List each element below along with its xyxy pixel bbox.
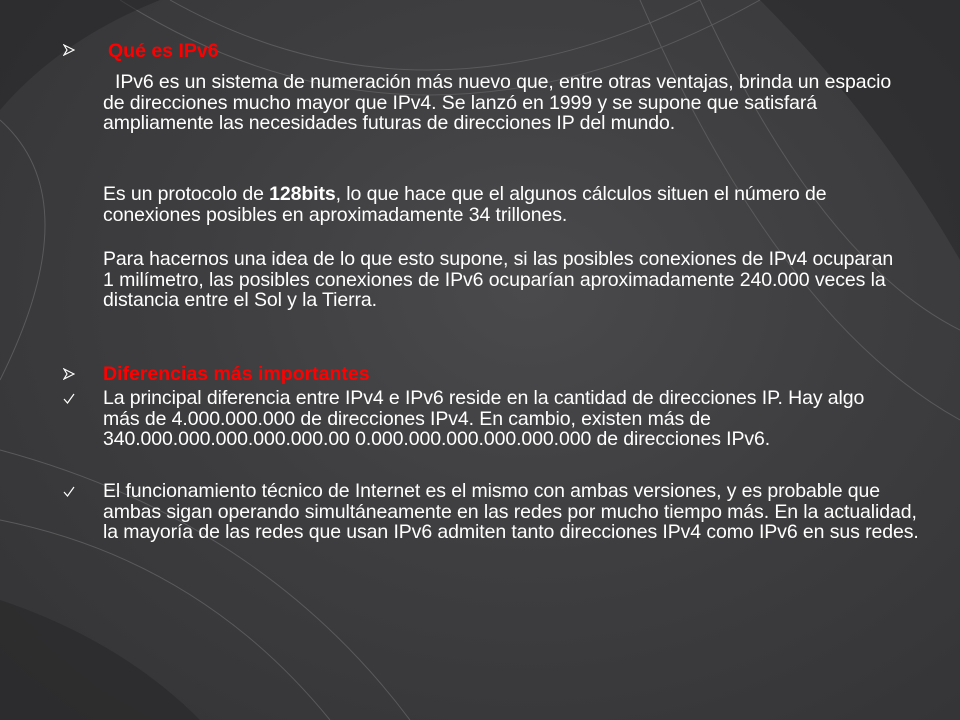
checkmark-icon: [63, 393, 75, 405]
paragraph-128bits-after: , lo que hace que el algunos cálculos situen el número de conexiones posibles en aproximadamente 34 trillones.: [103, 183, 827, 226]
paragraph-128bits-bold: 128bits: [269, 183, 336, 205]
checkmark-icon: [63, 486, 75, 498]
paragraph-128bits: [103, 184, 903, 225]
paragraph-128bits-before: Es un protocolo de: [103, 183, 270, 205]
arrow-bullet-icon: [63, 368, 75, 380]
section-heading-que-es-ipv6: Qué es IPv6: [108, 40, 219, 62]
list-item-diferencia-direcciones: La principal diferencia entre IPv4 e IPv6 reside en la cantidad de direcciones IP. Hay algo más de 4.000.000.000 de direcciones IPv4. En cambio, existen más de 340.000.000.000.000.000.00 0.000.000.000.000.000.000 de direcciones IPv6.: [103, 387, 865, 450]
arrow-bullet-icon: [63, 44, 75, 56]
paragraph-intro: IPv6 es un sistema de numeración más nuevo que, entre otras ventajas, brinda un espacio de direcciones mucho mayor que IPv4. Se lanzó en 1999 y se supone que satisfará ampliamente las necesidades futuras de direcciones IP del mundo.: [103, 71, 892, 134]
section-heading-diferencias: Diferencias más importantes: [103, 363, 370, 385]
list-item-funcionamiento: El funcionamiento técnico de Internet es el mismo con ambas versiones, y es probable que ambas sigan operando simultáneamente en las redes por mucho tiempo más. En la actualidad, la mayoría de las redes que usan IPv6 admiten tanto direcciones IPv4 como IPv6 en sus redes.: [103, 480, 919, 543]
paragraph-comparison: Para hacernos una idea de lo que esto supone, si las posibles conexiones de IPv4 ocuparan 1 milímetro, las posibles conexiones de IPv6 ocuparían aproximadamente 240.000 veces la distancia entre el Sol y la Tierra.: [103, 248, 894, 311]
